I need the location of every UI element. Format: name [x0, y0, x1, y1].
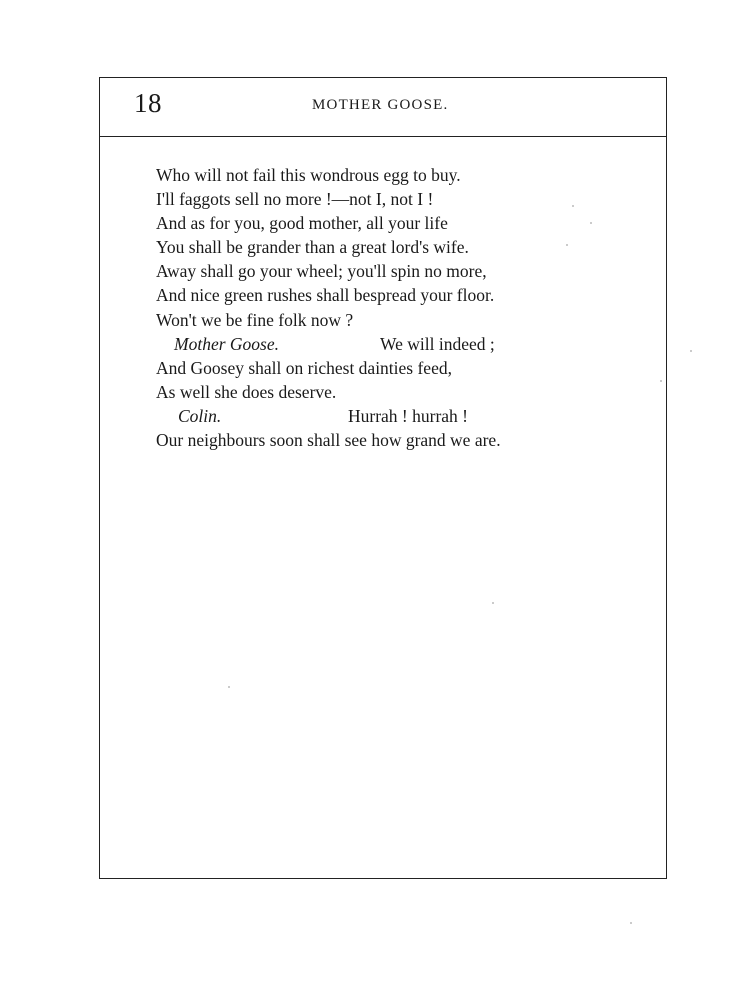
verse-block — [156, 163, 576, 452]
dialogue-line-mother-goose — [156, 332, 576, 356]
paper-speck — [660, 380, 662, 382]
verse-line: You shall be grander than a great lord's wife. — [156, 237, 469, 258]
paper-speck — [566, 244, 568, 246]
verse-line: Who will not fail this wondrous egg to buy. — [156, 165, 461, 185]
verse-line: As well she does deserve. — [156, 381, 337, 402]
speech-text: We will indeed ; — [380, 333, 495, 354]
verse-line: Won't we be fine folk now ? — [156, 309, 354, 330]
page-number: 18 — [134, 88, 162, 118]
paper-speck — [492, 602, 494, 604]
paper-speck — [572, 205, 574, 207]
verse-line: And as for you, good mother, all your life — [156, 213, 448, 234]
verse-line: I'll faggots sell no more !—not I, not I ! — [156, 189, 434, 210]
paper-speck — [690, 350, 692, 352]
verse-line: Our neighbours soon shall see how grand we are. — [156, 430, 501, 451]
header-rule — [99, 136, 667, 137]
verse-line: And nice green rushes shall bespread your floor. — [156, 285, 495, 306]
verse-line: And Goosey shall on richest dainties feed, — [156, 357, 452, 378]
paper-speck — [228, 686, 230, 688]
paper-speck — [630, 922, 632, 924]
speech-text: Hurrah ! hurrah ! — [348, 405, 469, 426]
speaker-name: Mother Goose. — [174, 333, 279, 354]
verse-line: Away shall go your wheel; you'll spin no more, — [156, 261, 487, 282]
paper-speck — [590, 222, 592, 224]
running-head: MOTHER GOOSE. — [312, 97, 449, 113]
dialogue-line-colin — [156, 404, 576, 428]
speaker-name: Colin. — [178, 405, 222, 426]
